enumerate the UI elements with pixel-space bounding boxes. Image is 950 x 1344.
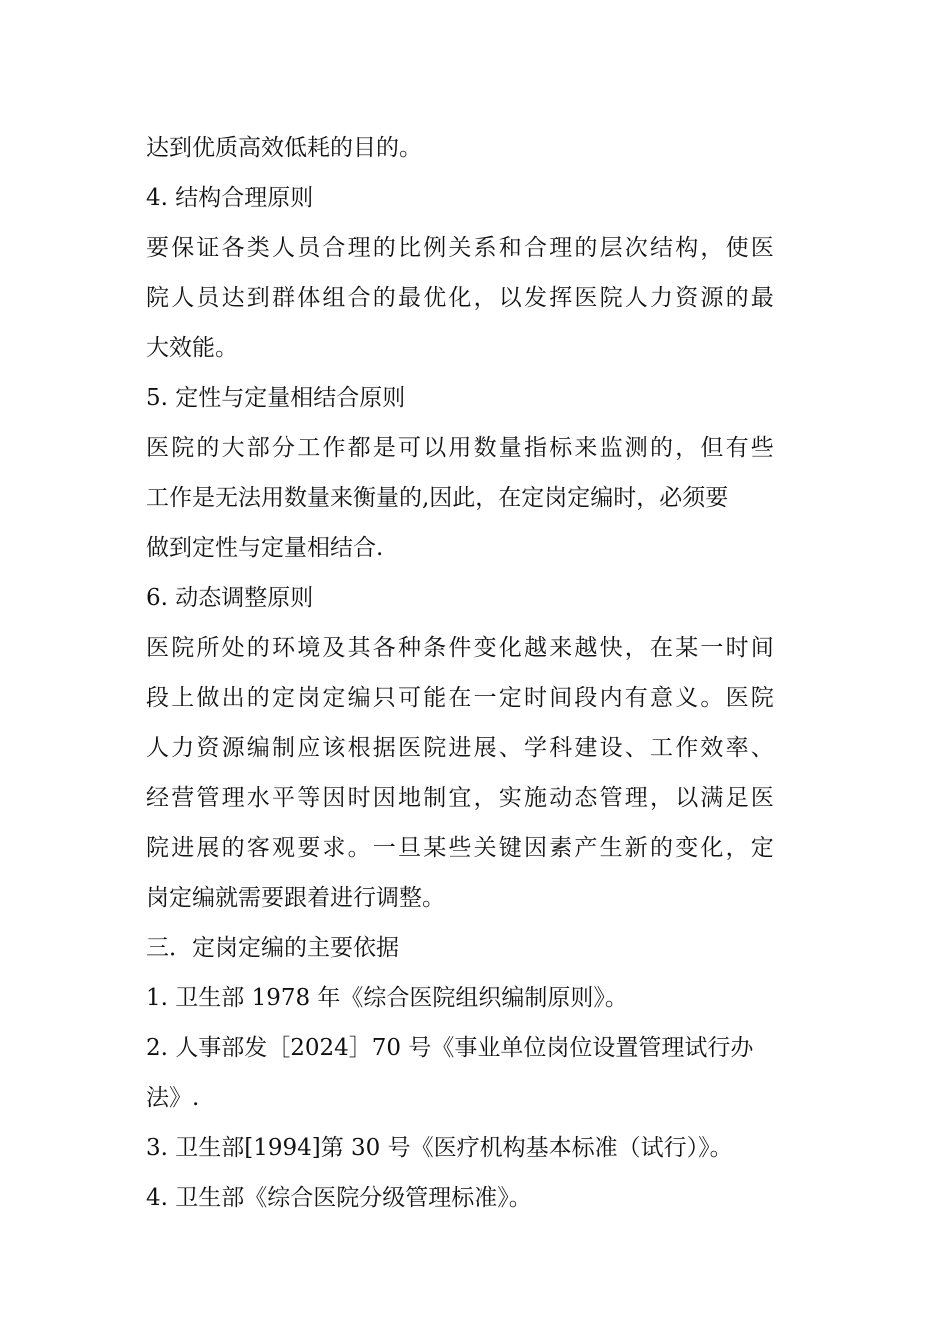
text-line: 经营管理水平等因时因地制宜，实施动态管理，以满足医 (146, 785, 776, 811)
text-line: 人力资源编制应该根据医院进展、学科建设、工作效率、 (146, 735, 776, 761)
list-item: 1. 卫生部 1978 年《综合医院组织编制原则》。 (146, 985, 628, 1011)
text-line: 岗定编就需要跟着进行调整。 (146, 885, 445, 911)
text-line: 大效能。 (146, 335, 238, 361)
section-heading: 三．定岗定编的主要依据 (146, 935, 399, 961)
list-item: 法》. (146, 1085, 200, 1111)
section-heading: 6. 动态调整原则 (146, 585, 314, 611)
text-line: 段上做出的定岗定编只可能在一定时间段内有意义。医院 (146, 685, 776, 711)
text-line: 院人员达到群体组合的最优化，以发挥医院人力资源的最 (146, 285, 776, 311)
text-line: 工作是无法用数量来衡量的,因此，在定岗定编时，必须要 (146, 485, 729, 511)
list-item: 4. 卫生部《综合医院分级管理标准》。 (146, 1185, 532, 1211)
text-line: 做到定性与定量相结合. (146, 535, 384, 561)
section-heading: 5. 定性与定量相结合原则 (146, 385, 406, 411)
list-item: 2. 人事部发［2024］70 号《事业单位岗位设置管理试行办 (146, 1035, 754, 1061)
text-line: 达到优质高效低耗的目的。 (146, 135, 422, 161)
text-line: 医院所处的环境及其各种条件变化越来越快，在某一时间 (146, 635, 776, 661)
text-line: 要保证各类人员合理的比例关系和合理的层次结构，使医 (146, 235, 776, 261)
text-line: 院进展的客观要求。一旦某些关键因素产生新的变化，定 (146, 835, 776, 861)
list-item: 3. 卫生部[1994]第 30 号《医疗机构基本标准（试行）》。 (146, 1135, 733, 1161)
text-line: 医院的大部分工作都是可以用数量指标来监测的，但有些 (146, 435, 776, 461)
section-heading: 4. 结构合理原则 (146, 185, 314, 211)
